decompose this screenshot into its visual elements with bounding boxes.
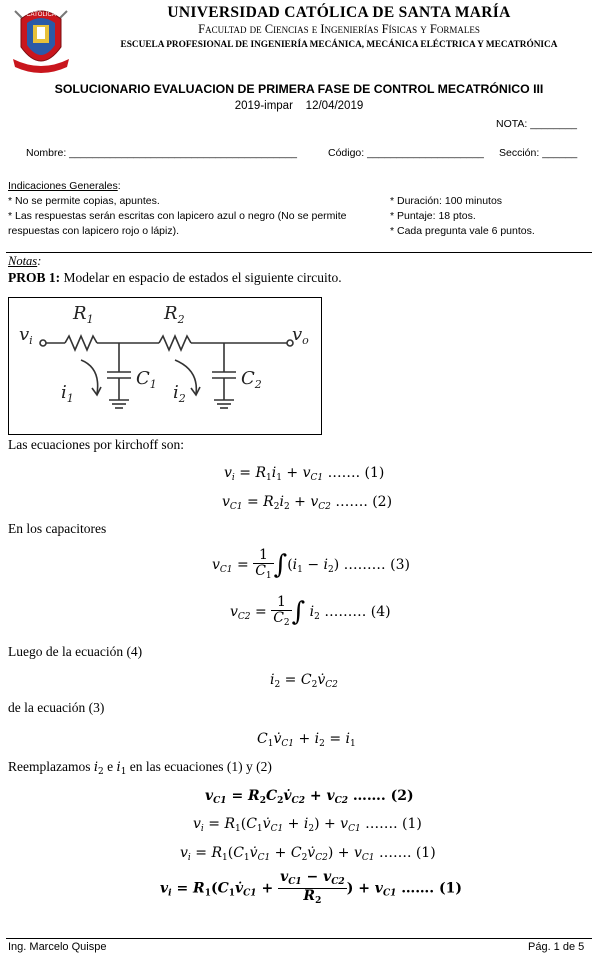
- equation-2: $v_{C1} = R_2i_2 + v_{C2}$ ……. (2): [222, 494, 393, 512]
- prob-text: Modelar en espacio de estados el siguiente circuito.: [60, 270, 342, 285]
- indicaciones-right: [390, 194, 535, 239]
- r2-label: $R_2$: [164, 303, 185, 326]
- r1-label: $R_1$: [73, 303, 94, 326]
- dela-text: de la ecuación (3): [8, 700, 105, 715]
- notas-label: [8, 254, 41, 269]
- duracion: * Duración: 100 minutos: [390, 195, 503, 207]
- indicaciones-heading: Indicaciones Generales: [8, 180, 118, 192]
- reemplazamos-b: e: [103, 759, 117, 774]
- faculty-name: Facultad de Ciencias e Ingenierías Físicas y Formales: [198, 22, 480, 36]
- equation-4: $v_{C2}$ = $\frac{1}{C_2}$ ∫ $i_2$ ……… (4): [230, 594, 391, 629]
- codigo-field: Código: ____________________: [328, 147, 484, 159]
- logo-text: CATÓLICA: [26, 12, 56, 18]
- equation-1: $v_i = R_1i_1 + v_{C1}$ ……. (1): [224, 465, 385, 483]
- equation-result-2: $v_{C1}$ = $R_2C_2v̇_{C2} + v_{C2}$ ……. (2): [205, 788, 414, 806]
- equation-result-1a: $v_i$ = $R_1(C_1v̇_{C1} + i_2) + v_{C1}$ ……. (1): [193, 816, 422, 834]
- heading-colon: :: [117, 180, 121, 192]
- university-name: UNIVERSIDAD CATÓLICA DE SANTA MARÍA: [167, 4, 511, 21]
- puntaje: * Puntaje: 18 ptos.: [390, 210, 476, 222]
- exam-title: SOLUCIONARIO EVALUACION DE PRIMERA FASE DE CONTROL MECATRÓNICO III: [54, 82, 544, 96]
- equation-result-1c: $v_i$ = $R_1(C_1v̇_{C1}$ + $\frac{v_{C1} - v_{C2}}{R_2}$ ) + $v_{C1}$ ……. (1): [160, 869, 463, 906]
- reemplazamos-c: en las ecuaciones (1) y (2): [126, 759, 272, 774]
- c1-label: $C_1$: [136, 368, 157, 391]
- notas-colon: :: [37, 254, 42, 268]
- notas-text: Notas: [8, 254, 38, 268]
- vo-label: $v_o$: [292, 324, 309, 347]
- i1-label: $i_1$: [61, 382, 74, 405]
- nombre-field: Nombre: _______________________________________: [26, 147, 297, 159]
- indicacion-3: respuestas con lapicero rojo o lápiz).: [8, 225, 180, 237]
- reemplazamos-text: Reemplazamos $i_2$ e $i_1$ en las ecuaciones (1) y (2): [8, 759, 272, 777]
- indicaciones-block: [8, 179, 347, 239]
- footer-divider: [6, 938, 592, 939]
- footer-page: Pág. 1 de 5: [528, 941, 585, 953]
- nota-field: NOTA: ________: [496, 118, 577, 130]
- capacitores-text: En los capacitores: [8, 521, 107, 536]
- reemplazamos-a: Reemplazamos: [8, 759, 94, 774]
- c2-label: $C_2$: [241, 368, 262, 391]
- problem-statement: [8, 270, 342, 286]
- indicacion-2: * Las respuestas serán escritas con lapicero azul o negro (No se permite: [8, 210, 347, 222]
- exam-date: 2019-impar 12/04/2019: [234, 100, 364, 112]
- equation-i2: $i_2$ = $C_2v̇_{C2}$: [270, 672, 338, 690]
- university-logo: [7, 1, 75, 77]
- prob-label: PROB 1:: [8, 270, 61, 285]
- equation-c1: $C_1v̇_{C1} + i_2 = i_1$: [257, 731, 356, 749]
- school-name: ESCUELA PROFESIONAL DE INGENIERÍA MECÁNICA, MECÁNICA ELÉCTRICA Y MECATRÓNICA: [120, 40, 558, 50]
- footer-author: Ing. Marcelo Quispe: [8, 941, 107, 953]
- kirchoff-text: Las ecuaciones por kirchoff son:: [8, 437, 184, 452]
- valor-pregunta: * Cada pregunta vale 6 puntos.: [390, 225, 535, 237]
- luego-text: Luego de la ecuación (4): [8, 644, 143, 659]
- equation-3: $v_{C1}$ = $\frac{1}{C_1}$ $\int(i_1 - i_2)$ ……… (3): [212, 547, 410, 582]
- i2-label: $i_2$: [173, 382, 186, 405]
- vi-label: $v_i$: [19, 324, 33, 347]
- equation-result-1b: $v_i$ = $R_1(C_1v̇_{C1}$ + $C_2v̇_{C2}) + v_{C1}$ ……. (1): [180, 845, 436, 863]
- indicacion-1: * No se permite copias, apuntes.: [8, 195, 160, 207]
- seccion-field: Sección: ______: [499, 147, 578, 159]
- section-divider: [6, 252, 592, 253]
- circuit-diagram: [8, 297, 322, 435]
